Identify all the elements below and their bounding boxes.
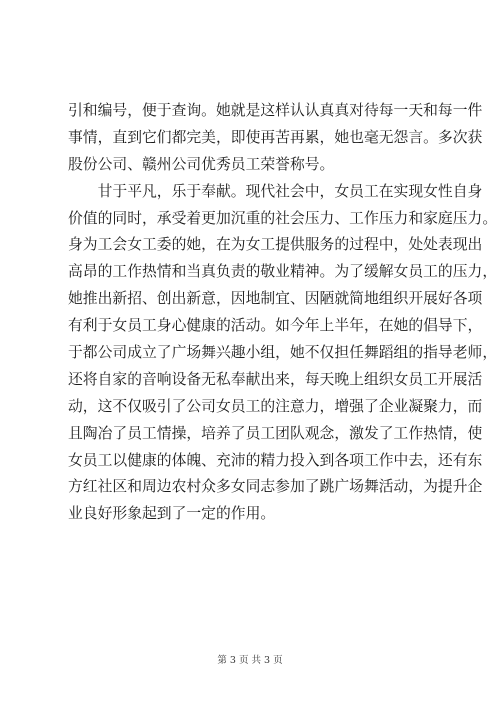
body-text [68,98,498,528]
text-line: 女员工以健康的体魄、充沛的精力投入到各项工作中去，还有东 [68,451,483,469]
text-line: 引和编号，便于查询。她就是这样认认真真对待每一天和每一件 [68,102,483,119]
text-line: 事情，直到它们都完美，即使再苦再累，她也毫无怨言。多次获 [68,128,483,146]
text-line: 动，这不仅吸引了公司女员工的注意力，增强了企业凝聚力，而 [68,397,483,415]
text-line: 有利于女员工身心健康的活动。如今年上半年，在她的倡导下， [68,317,483,335]
text-line: 身为工会女工委的她，在为女工提供服务的过程中，处处表现出 [68,236,483,254]
text-line: 股份公司、赣州公司优秀员工荣誉称号。 [68,155,335,173]
text-line: 高昂的工作热情和当真负责的敬业精神。为了缓解女员工的压力， [68,263,498,281]
text-line: 价值的同时，承受着更加沉重的社会压力、工作压力和家庭压力。 [68,209,498,227]
text-line: 于都公司成立了广场舞兴趣小组，她不仅担任舞蹈组的指导老师， [68,344,498,362]
paragraph-start-line: 甘于平凡，乐于奉献。现代社会中，女员工在实现女性自身 [68,182,483,200]
text-line: 她推出新招、创出新意，因地制宜、因陋就简地组织开展好各项 [68,290,483,308]
text-line: 且陶冶了员工情操，培养了员工团队观念，激发了工作热情，使 [68,424,483,442]
text-line: 方红社区和周边农村众多女同志参加了跳广场舞活动，为提升企 [68,478,483,496]
text-line: 业良好形象起到了一定的作用。 [68,505,276,523]
text-line: 还将自家的音响设备无私奉献出来，每天晚上组织女员工开展活 [68,370,483,388]
page-number-footer: 第 3 页 共 3 页 [217,655,283,666]
